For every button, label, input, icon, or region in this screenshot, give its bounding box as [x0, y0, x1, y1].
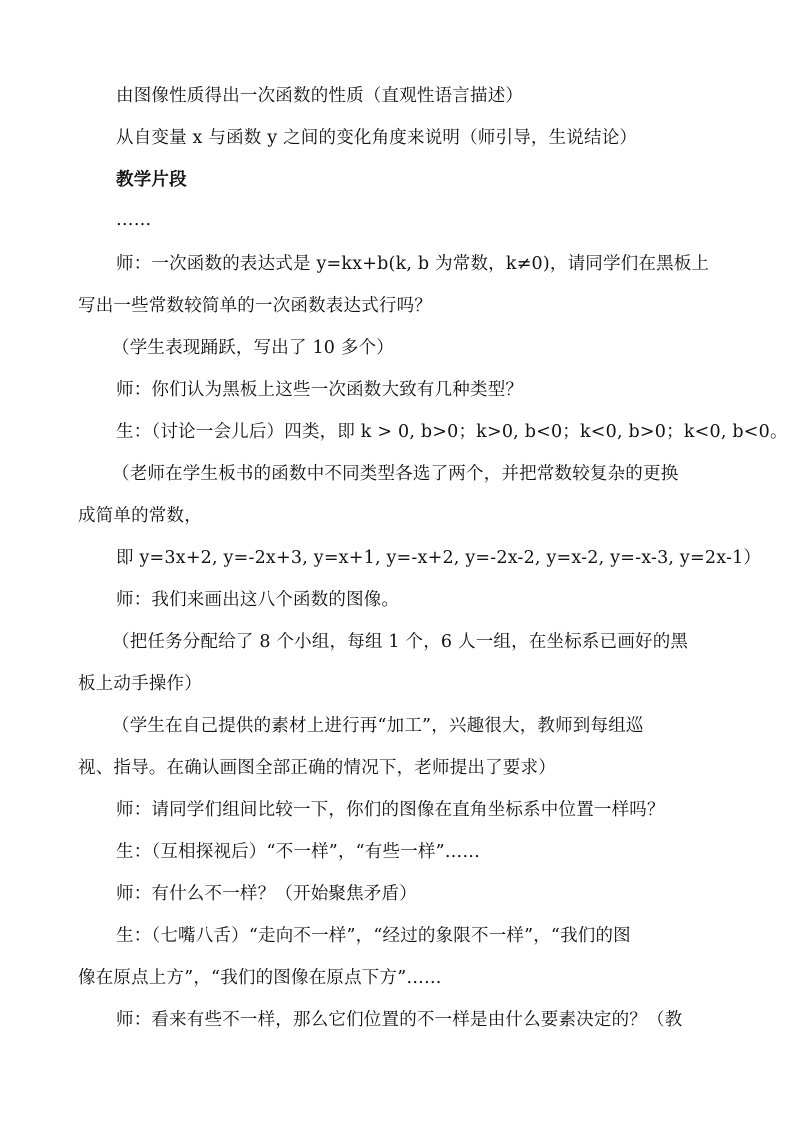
ellipsis-line: …… [116, 210, 152, 230]
paragraph-line: 即 y=3x+2, y=-2x+3, y=x+1, y=-x+2, y=-2x-2, y=x-2, y=-x-3, y=2x-1） [116, 548, 762, 568]
paragraph-line: 成简单的常数， [78, 506, 202, 526]
paragraph-line: 生：（互相探视后）“不一样”，“有些一样”…… [116, 842, 481, 862]
paragraph-line: 师：请同学们组间比较一下，你们的图像在直角坐标系中位置一样吗？ [116, 800, 665, 820]
paragraph-line: （学生在自己提供的素材上进行再“加工”，兴趣很大，教师到每组巡 [112, 716, 644, 736]
paragraph-line: 师：我们来画出这八个函数的图像。 [116, 590, 400, 610]
paragraph-line: 板上动手操作） [78, 674, 202, 694]
section-heading: 教学片段 [116, 170, 187, 190]
paragraph-line: 由图像性质得出一次函数的性质（直观性语言描述） [116, 86, 524, 106]
paragraph-line: 从自变量 x 与函数 y 之间的变化角度来说明（师引导，生说结论） [116, 128, 638, 148]
paragraph-line: （把任务分配给了 8 个小组，每组 1 个，6 人一组，在坐标系已画好的黑 [112, 632, 689, 652]
paragraph-line: 师：你们认为黑板上这些一次函数大致有几种类型？ [116, 380, 524, 400]
paragraph-line: 像在原点上方”，“我们的图像在原点下方”…… [78, 968, 442, 988]
paragraph-line: 师：有什么不一样？（开始聚焦矛盾） [116, 884, 417, 904]
paragraph-line: 生：（讨论一会儿后）四类，即 k > 0, b>0；k>0, b<0；k<0, b>0；k<0, b<0。 [116, 422, 788, 442]
paragraph-line: 生：（七嘴八舌）“走向不一样”，“经过的象限不一样”，“我们的图 [116, 926, 631, 946]
paragraph-line: 师：看来有些不一样，那么它们位置的不一样是由什么要素决定的？（教 [116, 1010, 683, 1030]
paragraph-line: 视、指导。在确认画图全部正确的情况下，老师提出了要求） [78, 758, 556, 778]
paragraph-line: （老师在学生板书的函数中不同类型各选了两个，并把常数较复杂的更换 [112, 464, 679, 484]
paragraph-line: 师：一次函数的表达式是 y=kx+b(k, b 为常数，k≠0)，请同学们在黑板上 [116, 254, 710, 274]
paragraph-line: 写出一些常数较简单的一次函数表达式行吗？ [78, 296, 432, 316]
paragraph-line: （学生表现踊跃，写出了 10 多个） [112, 338, 394, 358]
